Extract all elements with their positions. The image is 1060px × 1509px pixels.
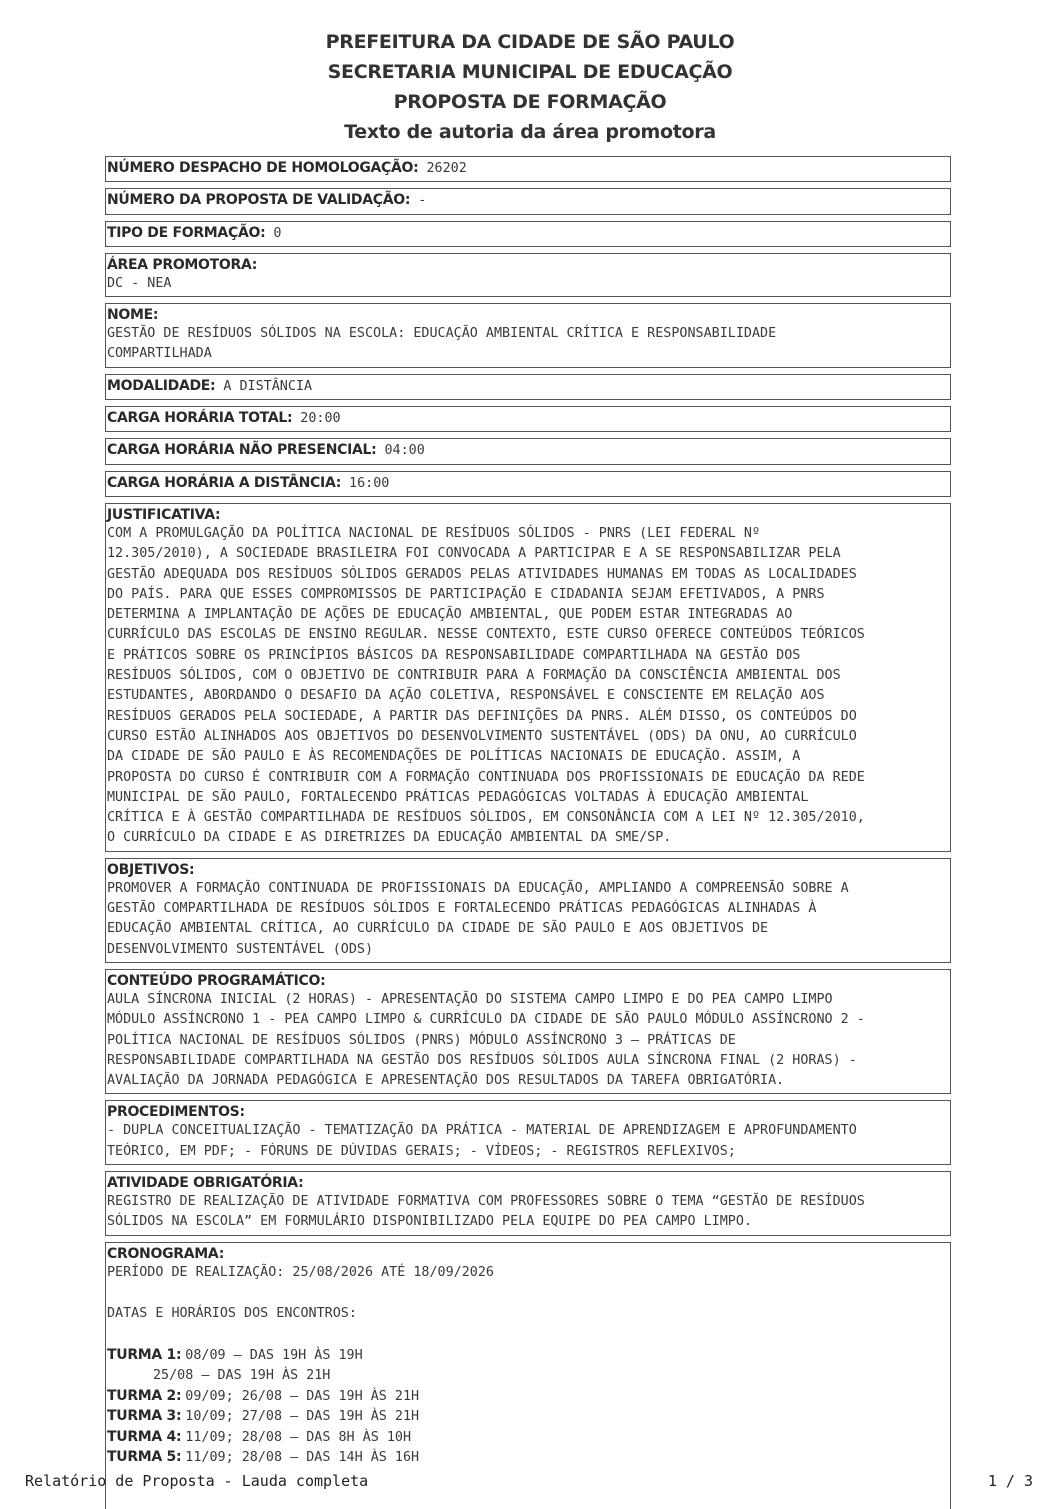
turma-label: TURMA 5: [107, 1449, 182, 1466]
field-carga-distancia [105, 471, 951, 497]
turma-schedule: 11/09; 28/08 — DAS 14H ÀS 16H [185, 1450, 420, 1466]
field-tipo [105, 221, 951, 247]
turma-schedule: 09/09; 26/08 — DAS 19H ÀS 21H [185, 1388, 420, 1404]
turma-row [107, 1406, 948, 1427]
field-area [105, 253, 951, 297]
turma-row [107, 1427, 948, 1448]
field-objetivos [105, 858, 951, 963]
header-prefeitura: PREFEITURA DA CIDADE DE SÃO PAULO [325, 31, 735, 53]
field-value: A DISTÂNCIA [223, 378, 313, 394]
field-value: 16:00 [349, 475, 390, 491]
field-procedimentos [105, 1100, 951, 1165]
field-nome [105, 303, 951, 368]
field-justificativa [105, 503, 951, 852]
turma-row [107, 1386, 948, 1407]
field-modalidade [105, 374, 951, 400]
field-value: - [418, 193, 427, 209]
field-value: 04:00 [384, 443, 425, 459]
field-label: NOME: [107, 307, 159, 324]
document-header [0, 27, 1060, 147]
page-footer [25, 1472, 1033, 1490]
field-value: GESTÃO DE RESÍDUOS SÓLIDOS NA ESCOLA: EDUCAÇÃO AMBIENTAL CRÍTICA E RESPONSABILIDADE COMPARTILHADA [107, 326, 777, 362]
turma-schedule: 08/09 — DAS 19H ÀS 19H [185, 1347, 363, 1363]
field-label: CARGA HORÁRIA A DISTÂNCIA: [107, 474, 342, 491]
field-despacho [105, 156, 951, 182]
turma-schedule: 10/09; 27/08 — DAS 19H ÀS 21H [185, 1409, 420, 1425]
field-proposta [105, 188, 951, 214]
field-label: ATIVIDADE OBRIGATÓRIA: [107, 1174, 304, 1191]
turma-label: TURMA 2: [107, 1387, 182, 1404]
field-value: PROMOVER A FORMAÇÃO CONTINUADA DE PROFISSIONAIS DA EDUCAÇÃO, AMPLIANDO A COMPREENSÃO SOBRE A GESTÃO COMPARTILHADA DE RESÍDUOS SÓLIDOS E FORTALECENDO PRÁTICAS PEDAGÓGICAS ALINHADAS À EDUCAÇÃO AMBIENTAL CRÍTICA, AO CURRÍCULO DA CIDADE DE SÃO PAULO E AOS OBJETIVOS DE DESENVOLVIMENTO SUSTENTÁVEL (ODS) [107, 880, 849, 957]
field-value: COM A PROMULGAÇÃO DA POLÍTICA NACIONAL DE RESÍDUOS SÓLIDOS - PNRS (LEI FEDERAL Nº 12.305/2010), A SOCIEDADE BRASILEIRA FOI CONVOCADA A PARTICIPAR E A SE RESPONSABILIZAR PELA GESTÃO ADEQUADA DOS RESÍDUOS SÓLIDOS GERADOS PELAS ATIVIDADES HUMANAS EM TODAS AS LOCALIDADES DO PAÍS. PARA QUE ESSES COMPROMISSOS DE PARTICIPAÇÃO E CIDADANIA SEJAM EFETIVADOS, A PNRS DETERMINA A IMPLANTAÇÃO DE AÇÕES DE EDUCAÇÃO AMBIENTAL, QUE PODEM ESTAR INTEGRADAS AO CURRÍCULO DAS ESCOLAS DE ENSINO REGULAR. NESSE CONTEXTO, ESTE CURSO OFERECE CONTEÚDOS TEÓRICOS E PRÁTICOS SOBRE OS PRINCÍPIOS BÁSICOS DA RESPONSABILIDADE COMPARTILHADA NA GESTÃO DOS RESÍDUOS SÓLIDOS, COM O OBJETIVO DE CONTRIBUIR PARA A FORMAÇÃO DA CONSCIÊNCIA AMBIENTAL DOS ESTUDANTES, ABORDANDO O DESAFIO DA AÇÃO COLETIVA, RESPONSÁVEL E CONSCIENTE EM RELAÇÃO AOS RESÍDUOS GERADOS PELA SOCIEDADE, A PARTIR DAS DEFINIÇÕES DA PNRS. ALÉM DISSO, OS CONTEÚDOS DO CURSO ESTÃO ALINHADOS AOS OBJETIVOS DO DESENVOLVIMENTO SUSTENTÁVEL (ODS) DA ONU, AO CURRÍCULO DA CIDADE DE SÃO PAULO E ÀS RECOMENDAÇÕES DE POLÍTICAS NACIONAIS DE EDUCAÇÃO. ASSIM, A PROPOSTA DO CURSO É CONTRIBUIR COM A FORMAÇÃO CONTINUADA DOS PROFISSIONAIS DE EDUCAÇÃO DA REDE MUNICIPAL DE SÃO PAULO, FORTALECENDO PRÁTICAS PEDAGÓGICAS VOLTADAS À EDUCAÇÃO AMBIENTAL CRÍTICA E À GESTÃO COMPARTILHADA DE RESÍDUOS SÓLIDOS, EM CONSONÂNCIA COM A LEI Nº 12.305/2010, O CURRÍCULO DA CIDADE E AS DIRETRIZES DA EDUCAÇÃO AMBIENTAL DA SME/SP. [107, 525, 865, 846]
field-value: DC - NEA [107, 275, 172, 291]
field-label: MODALIDADE: [107, 377, 216, 394]
footer-report-title: Relatório de Proposta - Lauda completa [25, 1472, 369, 1490]
turma-label: TURMA 3: [107, 1408, 182, 1425]
cronograma-datas-titulo: DATAS E HORÁRIOS DOS ENCONTROS: [107, 1305, 357, 1321]
page-number: 1 / 3 [987, 1472, 1033, 1490]
field-atividade [105, 1171, 951, 1236]
header-proposta: PROPOSTA DE FORMAÇÃO [393, 91, 667, 113]
turma-label: TURMA 4: [107, 1428, 182, 1445]
cronograma-periodo: PERÍODO DE REALIZAÇÃO: 25/08/2026 ATÉ 18/09/2026 [107, 1264, 494, 1280]
field-label: CARGA HORÁRIA NÃO PRESENCIAL: [107, 442, 377, 459]
field-value: REGISTRO DE REALIZAÇÃO DE ATIVIDADE FORMATIVA COM PROFESSORES SOBRE O TEMA “GESTÃO DE RESÍDUOS SÓLIDOS NA ESCOLA” EM FORMULÁRIO DISPONIBILIZADO PELA EQUIPE DO PEA CAMPO LIMPO. [107, 1193, 865, 1230]
field-label: CARGA HORÁRIA TOTAL: [107, 410, 293, 427]
field-value: 20:00 [300, 411, 341, 427]
field-label: CONTEÚDO PROGRAMÁTICO: [107, 972, 326, 989]
turma-schedule: 25/08 — DAS 19H ÀS 21H [153, 1368, 331, 1384]
turma-row [107, 1345, 948, 1366]
field-label: PROCEDIMENTOS: [107, 1104, 245, 1121]
turma-row [107, 1447, 948, 1468]
form-content [105, 156, 951, 1509]
field-carga-nao-presencial [105, 438, 951, 464]
field-cronograma [105, 1242, 951, 1509]
field-label: NÚMERO DESPACHO DE HOMOLOGAÇÃO: [107, 160, 419, 176]
turma-schedule: 11/09; 28/08 — DAS 8H ÀS 10H [185, 1429, 412, 1445]
field-value: 26202 [426, 161, 467, 176]
field-label: CRONOGRAMA: [107, 1245, 225, 1262]
field-value: AULA SÍNCRONA INICIAL (2 HORAS) - APRESENTAÇÃO DO SISTEMA CAMPO LIMPO E DO PEA CAMPO LIMPO MÓDULO ASSÍNCRONO 1 - PEA CAMPO LIMPO & CURRÍCULO DA CIDADE DE SÃO PAULO MÓDULO ASSÍNCRONO 2 - POLÍTICA NACIONAL DE RESÍDUOS SÓLIDOS (PNRS) MÓDULO ASSÍNCRONO 3 — PRÁTICAS DE RESPONSABILIDADE COMPARTILHADA NA GESTÃO DOS RESÍDUOS SÓLIDOS AULA SÍNCRONA FINAL (2 HORAS) - AVALIAÇÃO DA JORNADA PEDAGÓGICA E APRESENTAÇÃO DOS RESULTADOS DA TAREFA OBRIGATÓRIA. [107, 991, 865, 1089]
field-label: NÚMERO DA PROPOSTA DE VALIDAÇÃO: [107, 192, 411, 209]
field-value: - DUPLA CONCEITUALIZAÇÃO - TEMATIZAÇÃO DA PRÁTICA - MATERIAL DE APRENDIZAGEM E APROFUNDAMENTO TEÓRICO, EM PDF; - FÓRUNS DE DÚVIDAS GERAIS; - VÍDEOS; - REGISTROS REFLEXIVOS; [107, 1123, 857, 1159]
header-subtitle: Texto de autoria da área promotora [344, 121, 716, 143]
field-label: ÁREA PROMOTORA: [107, 256, 258, 273]
field-label: JUSTIFICATIVA: [107, 506, 221, 523]
header-secretaria: SECRETARIA MUNICIPAL DE EDUCAÇÃO [327, 61, 733, 83]
field-label: TIPO DE FORMAÇÃO: [107, 224, 266, 241]
turma-label: TURMA 1: [107, 1346, 182, 1363]
field-label: OBJETIVOS: [107, 861, 195, 878]
field-carga-total [105, 406, 951, 432]
field-conteudo [105, 969, 951, 1094]
field-value: 0 [273, 225, 282, 241]
turma-row [107, 1365, 948, 1386]
